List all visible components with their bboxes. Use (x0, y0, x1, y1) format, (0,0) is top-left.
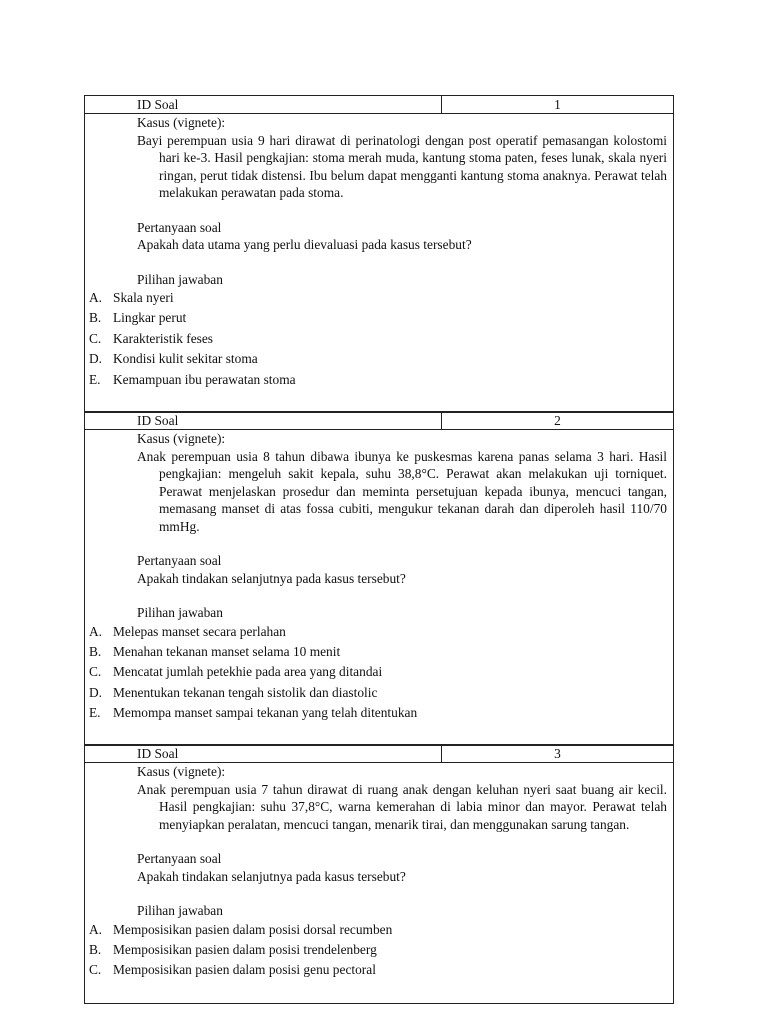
option-e (85, 703, 667, 723)
option-letter: B. (89, 310, 102, 326)
options-list (85, 920, 667, 981)
option-text: Kemampuan ibu perawatan stoma (113, 371, 296, 387)
id-label: ID Soal (85, 96, 442, 113)
option-text: Memompa manset sampai tekanan yang telah ditentukan (113, 705, 418, 721)
question-body (85, 430, 673, 746)
kasus-label: Kasus (vignete): (137, 431, 226, 446)
question-text: Apakah data utama yang perlu dievaluasi pada kasus tersebut? (137, 237, 472, 252)
option-e (85, 370, 667, 390)
option-letter: B. (89, 941, 102, 957)
pertanyaan-label: Pertanyaan soal (137, 851, 222, 866)
option-letter: E. (89, 371, 101, 387)
option-letter: C. (89, 664, 102, 680)
question-table-2 (84, 411, 674, 746)
option-letter: A. (89, 623, 103, 639)
option-text: Memposisikan pasien dalam posisi genu pectoral (113, 962, 376, 978)
option-letter: E. (89, 705, 101, 721)
vignette (85, 132, 667, 202)
options-list (85, 288, 667, 390)
option-letter: D. (89, 351, 103, 367)
id-label: ID Soal (85, 745, 442, 762)
question-body (85, 114, 673, 413)
option-letter: B. (89, 643, 102, 659)
question-header (85, 96, 673, 114)
option-text: Menentukan tekanan tengah sistolik dan diastolic (113, 684, 378, 700)
option-a (85, 288, 667, 308)
option-text: Skala nyeri (113, 290, 174, 305)
pilihan-label: Pilihan jawaban (137, 903, 223, 918)
option-text: Karakteristik feses (113, 330, 214, 346)
vignette-text: Anak perempuan usia 7 tahun dirawat di ruang anak dengan keluhan nyeri saat buang air kecil. Hasil pengkajian: suhu 37,8°C, warna kemerahan di labia minor dan mayor. Perawat telah menyiapkan peralatan, mencuci tangan, menarik tirai, dan menggunakan sarung tangan. (137, 781, 667, 832)
option-text: Memposisikan pasien dalam posisi dorsal recumben (113, 921, 393, 937)
id-number: 3 (554, 746, 561, 761)
option-b (85, 308, 667, 328)
option-d (85, 683, 667, 703)
vignette (85, 448, 667, 536)
question-header (85, 745, 673, 763)
question-body (85, 763, 673, 981)
option-a (85, 622, 667, 642)
kasus-label: Kasus (vignete): (137, 115, 226, 130)
vignette-text: Anak perempuan usia 8 tahun dibawa ibunya ke puskesmas karena panas selama 3 hari. Hasil pengkajian: mengeluh sakit kepala, suhu 38,8°C. Perawat akan melakukan uji torniquet. Perawat menjelaskan prosedur dan meminta persetujuan kepada ibunya, mencuci tangan, memasang manset di atas fossa cubiti, mengukur tekanan darah dan diperoleh hasil 110/70 mmHg. (137, 448, 667, 534)
question-text: Apakah tindakan selanjutnya pada kasus tersebut? (137, 570, 406, 586)
option-c (85, 329, 667, 349)
pilihan-label: Pilihan jawaban (137, 271, 223, 287)
option-c (85, 960, 667, 980)
option-text: Menahan tekanan manset selama 10 menit (113, 643, 341, 659)
pertanyaan-label: Pertanyaan soal (137, 219, 222, 235)
kasus-label: Kasus (vignete): (137, 764, 226, 779)
question-table-3 (84, 744, 674, 1004)
id-number: 2 (554, 413, 561, 428)
option-text: Kondisi kulit sekitar stoma (113, 351, 258, 367)
option-b (85, 642, 667, 662)
pertanyaan-label: Pertanyaan soal (137, 553, 222, 568)
option-text: Melepas manset secara perlahan (113, 623, 286, 639)
option-text: Memposisikan pasien dalam posisi trendelenberg (113, 941, 377, 957)
options-list (85, 622, 667, 724)
question-table-1 (84, 95, 674, 413)
pilihan-label: Pilihan jawaban (137, 605, 223, 620)
option-text: Mencatat jumlah petekhie pada area yang ditandai (113, 664, 383, 680)
option-letter: C. (89, 330, 102, 346)
vignette (85, 781, 667, 834)
vignette-text: Bayi perempuan usia 9 hari dirawat di perinatologi dengan post operatif pemasangan kolostomi hari ke-3. Hasil pengkajian: stoma merah muda, kantung stoma paten, feses lunak, skala nyeri ringan, perut tidak distensi. Ibu belum dapat mengganti kantung stoma anaknya. Perawat telah melakukan perawatan pada stoma. (137, 132, 667, 200)
question-header (85, 412, 673, 430)
id-number: 1 (554, 97, 561, 112)
option-letter: C. (89, 962, 102, 978)
option-b (85, 940, 667, 960)
option-a (85, 920, 667, 940)
option-text: Lingkar perut (113, 310, 187, 326)
option-letter: A. (89, 921, 103, 937)
option-c (85, 662, 667, 682)
option-letter: D. (89, 684, 103, 700)
id-label: ID Soal (85, 412, 442, 429)
option-letter: A. (89, 290, 103, 305)
option-d (85, 349, 667, 369)
question-text: Apakah tindakan selanjutnya pada kasus tersebut? (137, 868, 406, 884)
